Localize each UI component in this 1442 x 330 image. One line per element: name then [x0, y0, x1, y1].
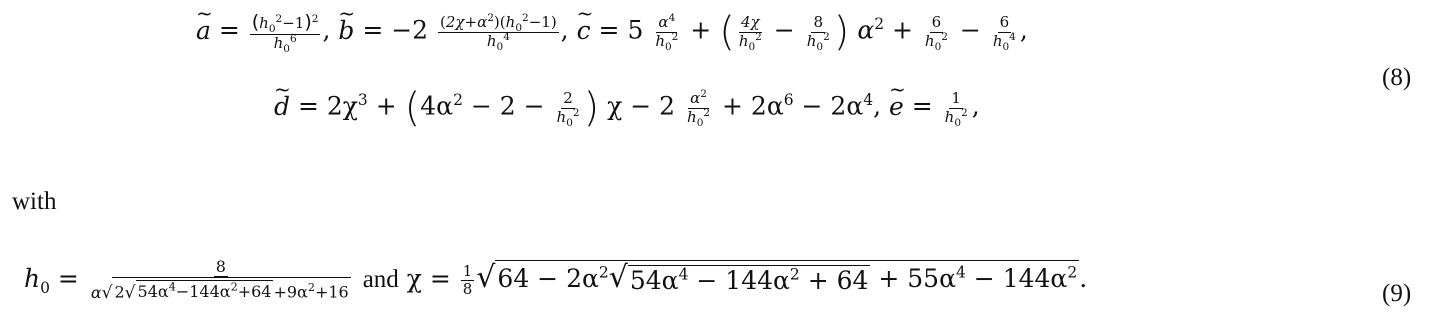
d-tilde: d ~: [274, 94, 290, 119]
c-term-3: $\frac{8}{h_0^2}$: [806, 13, 830, 53]
e-tilde: e ~: [889, 94, 904, 119]
c-term-5: $\frac{6}{h_0^4}$: [992, 13, 1016, 53]
b-tilde: b ~: [338, 18, 354, 43]
c-term-4: $\frac{6}{h_0^2}$: [924, 13, 948, 53]
equation-8-line-1: a ~ = $\frac{(h_0^2-1)^2}{h_0^6}$ , b ~ = −2 $\frac{(2\chi+\alpha^2)(h_0^2-1)}{h_0^4}$ , c ~ = 5 $\frac{\alpha^4}{h_0^2}$ + ( $\frac{4\chi}{h_0^2}$ − $\frac{8}{h_0^2}$ ) $\alpha^2$ + $\frac{6}{h_0^2}$ − $\frac{6}{h_0^4}$ ,: [196, 12, 1028, 52]
d-inner-fraction: $\frac{2}{h_0^2}$: [556, 89, 580, 129]
a-tilde: a ~: [196, 18, 211, 43]
d-term-2: $\frac{\alpha^2}{h_0^2}$: [687, 88, 711, 129]
with-text: with: [12, 188, 57, 215]
equation-9: $h_0$ = 8 α √ 2 √ $54\alpha^4-144\alpha^2+64$ $+9\alpha^2+16$ and χ = $\frac{1}{8}$ √ $64 - 2\alpha^2$ √ $54\alpha^4 - 144\alpha^2 + 64$ + $55\alpha^4 - 144\alpha^2$ .: [24, 257, 1088, 304]
b-fraction: $\frac{(2\chi+\alpha^2)(h_0^2-1)}{h_0^4}$: [440, 12, 557, 53]
chi-radical: √ $64 - 2\alpha^2$ √ $54\alpha^4 - 144\alpha^2 + 64$ + $55\alpha^4 - 144\alpha^2$: [476, 259, 1078, 295]
equation-number-8: (8): [1382, 64, 1412, 91]
chi-fraction: $\frac{1}{8}$: [462, 261, 473, 298]
and-text: and: [362, 265, 399, 293]
c-term-1: $\frac{\alpha^4}{h_0^2}$: [655, 12, 679, 53]
e-fraction: $\frac{1}{h_0^2}$: [944, 89, 968, 129]
c-tilde: c ~: [577, 18, 591, 43]
c-term-2: $\frac{4\chi}{h_0^2}$: [738, 13, 762, 53]
equation-number-9: (9): [1382, 280, 1412, 307]
a-fraction: $\frac{(h_0^2-1)^2}{h_0^6}$: [251, 11, 319, 55]
h0-fraction: 8 α √ 2 √ $54\alpha^4-144\alpha^2+64$ $+9\alpha^2+16$: [90, 257, 349, 304]
equation-8-line-2: d ~ = $2\chi^3 + (4\alpha^2 - 2$ − $\frac{2}{h_0^2}$ ) χ − 2 $\frac{\alpha^2}{h_0^2}$ + $2\alpha^6 - 2\alpha^4$, e ~ = $\frac{1}{h_0^2}$ ,: [274, 88, 980, 128]
